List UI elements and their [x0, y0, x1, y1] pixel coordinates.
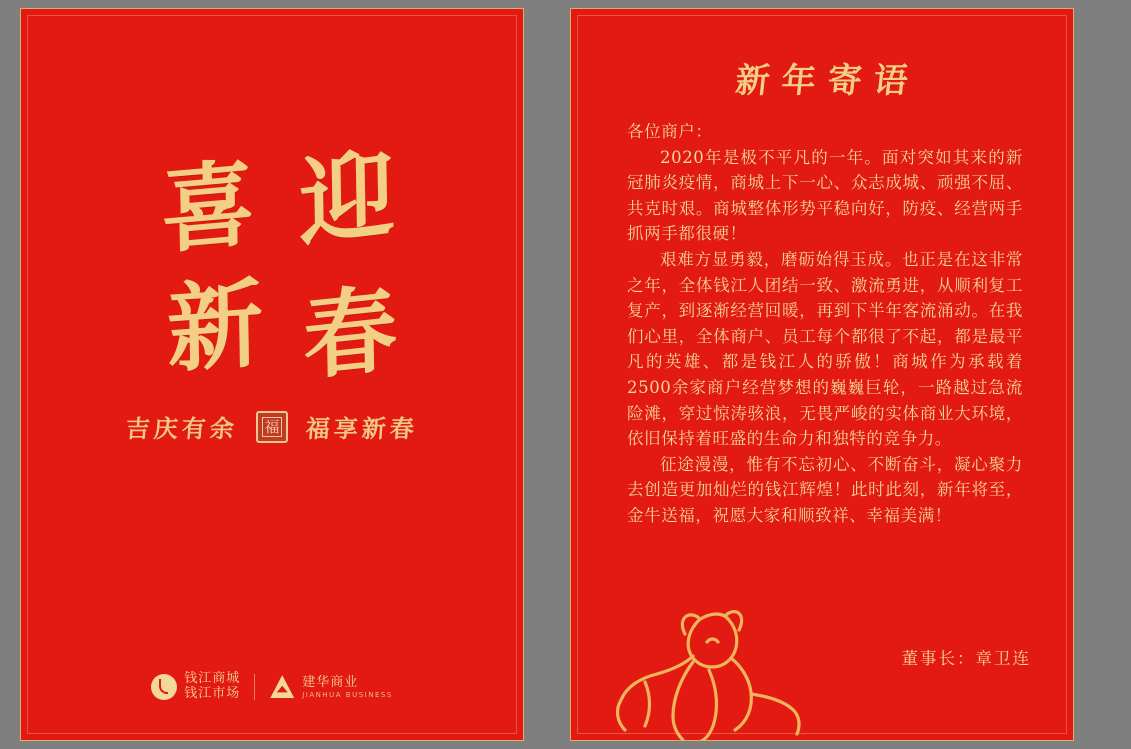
- new-year-message-card: [570, 8, 1074, 741]
- seal-glyph: 福: [264, 418, 280, 436]
- letter-salutation: 各位商户：: [627, 122, 713, 141]
- blessing-row: [21, 409, 523, 444]
- letter-title: 新年寄语: [733, 61, 922, 101]
- brand-jianhua-line2: JIANHUA BUSINESS: [302, 690, 393, 699]
- brand-divider: [254, 674, 255, 700]
- brand-jianhua-text: [302, 676, 393, 699]
- letter-signature: 董事长：章卫连: [901, 649, 1031, 668]
- greeting-calligraphy: [21, 135, 523, 399]
- brand-qianjiang: [151, 672, 240, 702]
- new-year-greeting-card: [20, 8, 524, 741]
- calligraphy-char-ying: 迎: [298, 135, 396, 262]
- letter-body: [627, 119, 1023, 529]
- blessing-left-text: 吉庆有余: [124, 414, 239, 443]
- ox-illustration-icon: [589, 604, 819, 741]
- letter-paragraph-3: 征途漫漫，惟有不忘初心、不断奋斗，凝心聚力去创造更加灿烂的钱江辉煌！此时此刻，新年将至，金牛送福，祝愿大家和顺致祥、幸福美满！: [627, 454, 1023, 525]
- brand-jianhua: [269, 674, 393, 700]
- letter-paragraph-2: 艰难方显勇毅，磨砺始得玉成。也正是在这非常之年，全体钱江人团结一致、激流勇进，从顺利复工复产，到逐渐经营回暖，再到下半年客流涌动。在我们心里，全体商户、员工每个都很了不起，都是最平凡的英雄、都是钱江人的骄傲！商城作为承载着2500余家商户经营梦想的巍巍巨轮，一路越过急流险滩，穿过惊涛骇浪，无畏严峻的实体商业大环境，依旧保持着旺盛的生命力和独特的竞争力。: [627, 249, 1023, 449]
- brand-qianjiang-line2: 钱江市场: [184, 686, 241, 702]
- circle-logo-icon: [151, 674, 177, 700]
- brand-row: [21, 672, 523, 702]
- brand-qianjiang-text: [184, 672, 240, 702]
- fu-seal-icon: [256, 411, 288, 443]
- blessing-right-text: 福享新春: [304, 414, 419, 443]
- letter-paragraph-1: 2020年是极不平凡的一年。面对突如其来的新冠肺炎疫情，商城上下一心、众志成城、顽强不屈、共克时艰。商城整体形势平稳向好，防疫、经营两手抓两手都很硬！: [627, 147, 1023, 244]
- calligraphy-char-xi: 喜: [160, 148, 256, 268]
- calligraphy-char-chun: 春: [302, 273, 398, 395]
- triangle-logo-icon: [269, 674, 295, 700]
- calligraphy-char-xin: 新: [166, 266, 264, 387]
- brand-qianjiang-line1: 钱江商城: [184, 671, 241, 687]
- brand-jianhua-line1: 建华商业: [302, 674, 359, 690]
